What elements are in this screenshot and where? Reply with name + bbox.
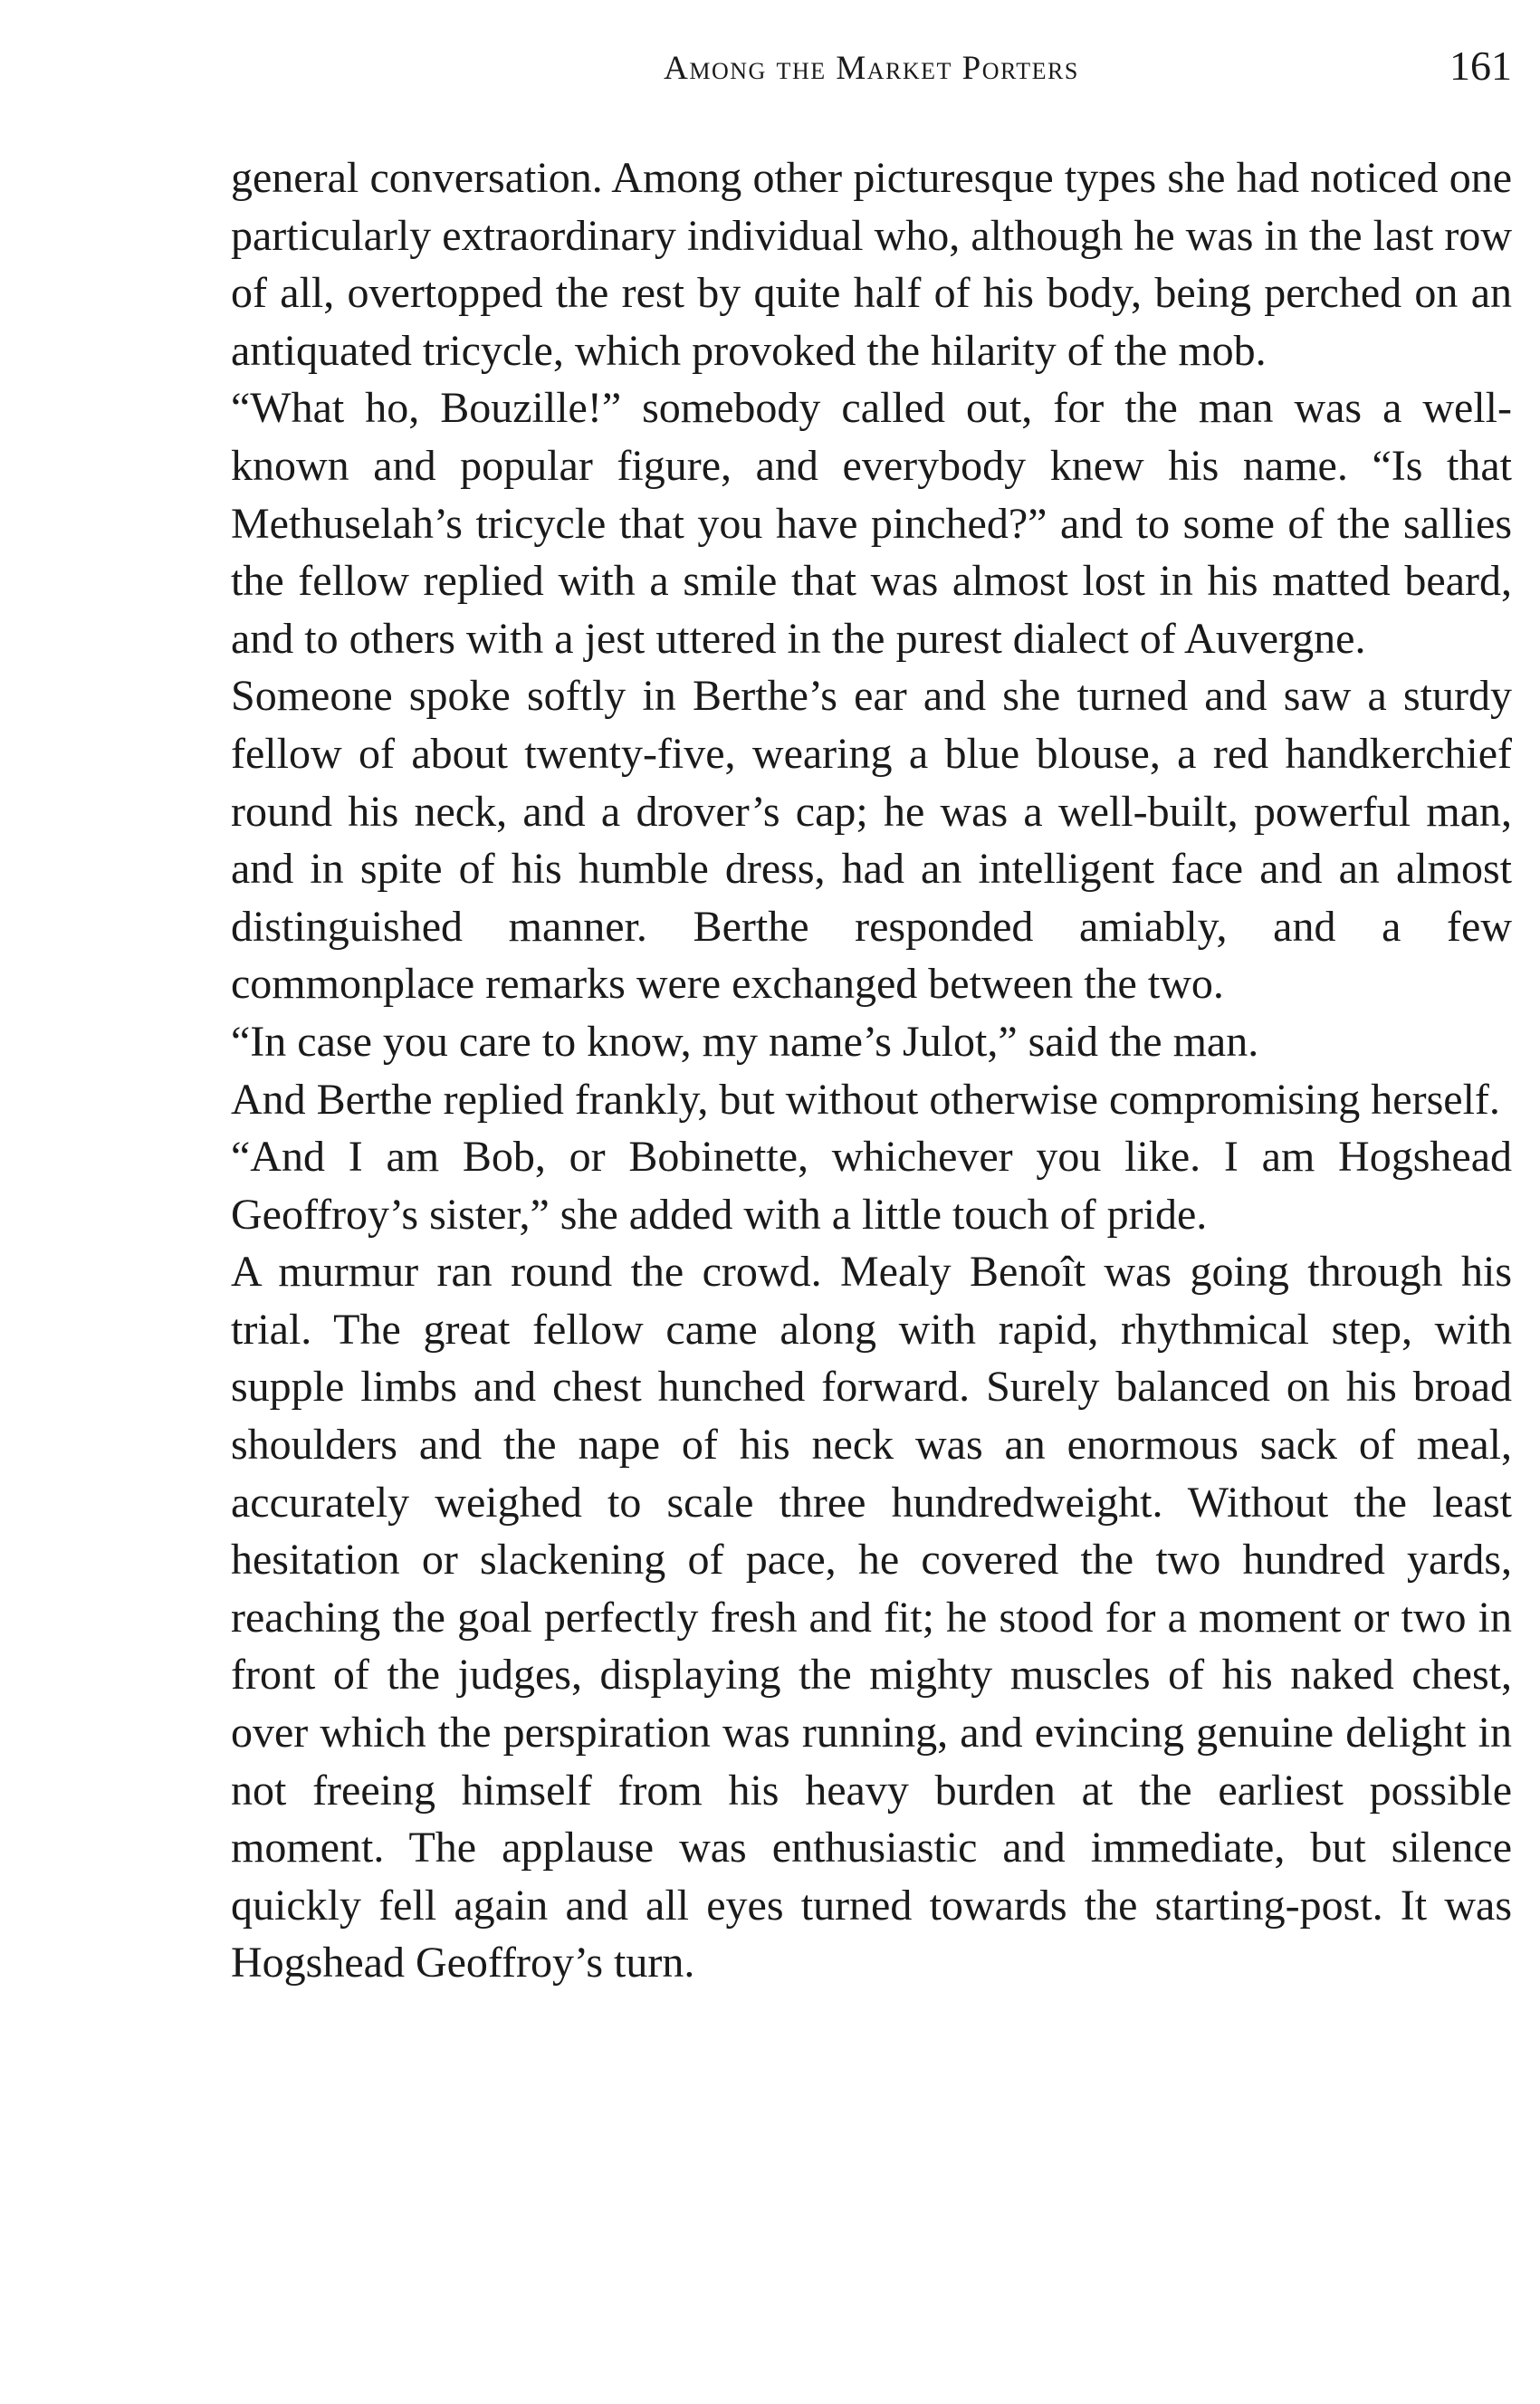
paragraph: general conversation. Among other picturesque types she had noticed one particularly extraordinary individual who, although he was in the last row of all, overtopped the rest by quite half of his body, being perched on an antiquated tricycle, which provoked the hilarity of the mob. — [231, 154, 1512, 375]
paragraph: “And I am Bob, or Bobinette, whichever you like. I am Hogshead Geoffroy’s sister,” she added with a little touch of pride. — [231, 1133, 1512, 1239]
body-text — [231, 149, 1512, 1992]
paragraph: A murmur ran round the crowd. Mealy Benoît was going through his trial. The great fellow came along with rapid, rhythmical step, with supple limbs and chest hunched forward. Surely balanced on his broad shoulders and the nape of his neck was an enormous sack of meal, accurately weighed to scale three hundredweight. Without the least hesitation or slackening of pace, he covered the two hundred yards, reaching the goal perfectly fresh and fit; he stood for a moment or two in front of the judges, displaying the mighty muscles of his naked chest, over which the perspiration was running, and evincing genuine delight in not freeing himself from his heavy burden at the earliest possible moment. The applause was enthusiastic and immediate, but silence quickly fell again and all eyes turned towards the starting-post. It was Hogshead Geoffroy’s turn. — [231, 1248, 1512, 1987]
page-number: 161 — [1449, 43, 1512, 89]
running-head — [231, 36, 1512, 109]
paragraph: “What ho, Bouzille!” somebody called out, for the man was a well-known and popular figure, and everybody knew his name. “Is that Methuselah’s tricycle that you have pinched?” and to some of the sallies the fellow replied with a smile that was almost lost in his matted beard, and to others with a jest uttered in the purest dialect of Auvergne. — [231, 384, 1512, 663]
paragraph: “In case you care to know, my name’s Julot,” said the man. — [231, 1017, 1259, 1066]
running-title: Among the Market Porters — [664, 50, 1079, 87]
paragraph: And Berthe replied frankly, but without otherwise compromising herself. — [231, 1075, 1500, 1124]
paragraph: Someone spoke softly in Berthe’s ear and she turned and saw a sturdy fellow of about twenty-five, wearing a blue blouse, a red handkerchief round his neck, and a drover’s cap; he was a well-built, powerful man, and in spite of his humble dress, had an intelligent face and an almost distinguished manner. Berthe responded amiably, and a few commonplace remarks were exchanged between the two. — [231, 672, 1512, 1009]
